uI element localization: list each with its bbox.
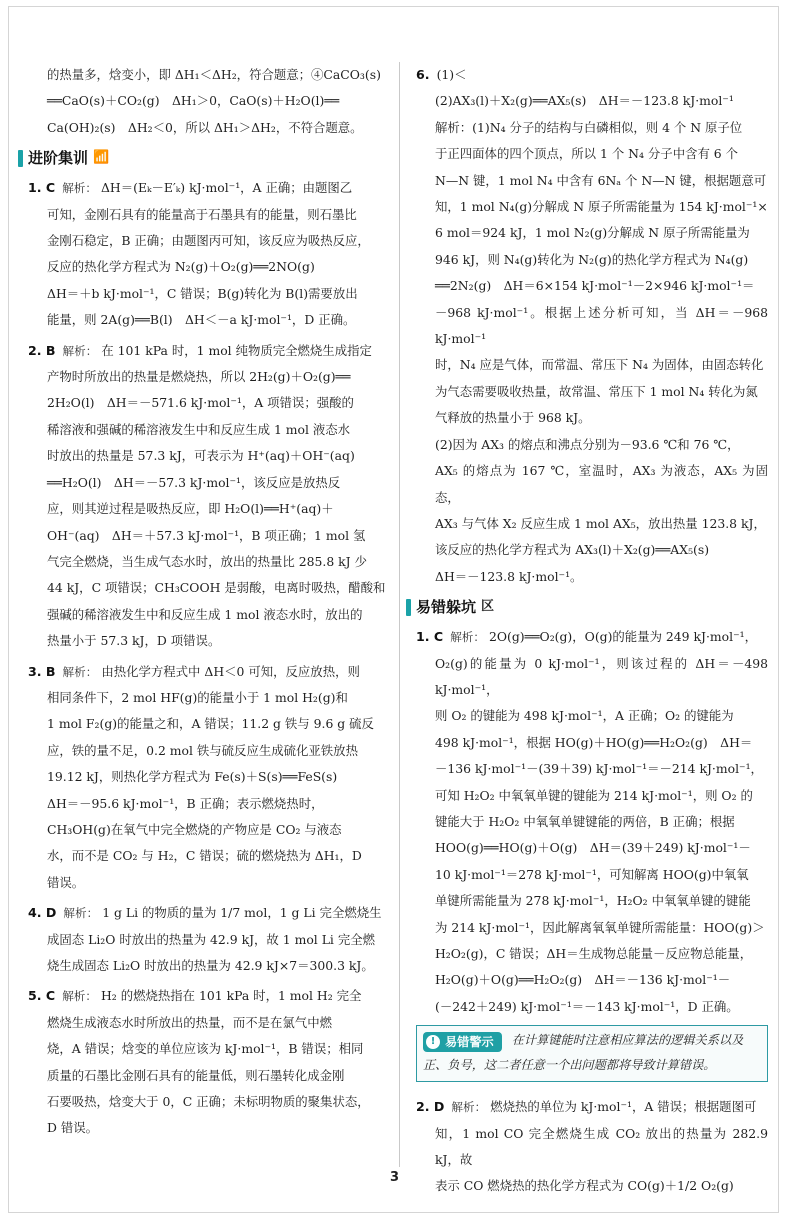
text-line: D 错误。 bbox=[47, 1120, 99, 1136]
answer-item bbox=[416, 624, 768, 1020]
text-line: 为气态需要吸收热量，故常温、常压下 1 mol N₄ 转化为氮 bbox=[435, 383, 758, 399]
analysis-tag: 解析： bbox=[62, 343, 98, 358]
answer-item bbox=[28, 900, 386, 979]
analysis-tag: 解析： bbox=[62, 181, 97, 196]
text-line: 表示 CO 燃烧热的热化学方程式为 CO(g)＋1/2 O₂(g) bbox=[435, 1178, 734, 1194]
text-line: 燃烧生成液态水时所放出的热量，而不是在氯气中燃 bbox=[47, 1014, 332, 1030]
text-line: 44 kJ，C 项错误；CH₃COOH 是弱酸，电离时吸热，醋酸和 bbox=[47, 580, 386, 596]
text-line: 产物时所放出的热量是燃烧热，所以 2H₂(g)＋O₂(g)══ bbox=[47, 369, 351, 385]
answer-number: 4. D bbox=[28, 905, 57, 921]
text-line: 烧，A 错误；焓变的单位应该为 kJ·mol⁻¹，B 错误；相同 bbox=[47, 1041, 364, 1057]
zone-icon: 区 bbox=[481, 598, 495, 614]
text-line: 应，铁的量不足，0.2 mol 铁与硫反应生成硫化亚铁放热 bbox=[47, 742, 358, 758]
text-line: 时放出的热量是 57.3 kJ，可表示为 H⁺(aq)＋OH⁻(aq) bbox=[47, 448, 355, 464]
text-line: 质量的石墨比金刚石具有的能量低，则石墨转化成金刚 bbox=[47, 1067, 345, 1083]
text-line: H₂O(g)＋O(g)══H₂O₂(g) ΔH＝－136 kJ·mol⁻¹－ bbox=[435, 972, 731, 988]
text-line: 10 kJ·mol⁻¹＝278 kJ·mol⁻¹，可知解离 HOO(g)中氧氧 bbox=[435, 866, 749, 882]
answer-number: 2. B bbox=[28, 342, 56, 358]
text-line: 1 g Li 的物质的量为 1/7 mol，1 g Li 完全燃烧生 bbox=[102, 905, 382, 921]
text-line: 热量小于 57.3 kJ，D 项错误。 bbox=[47, 633, 221, 649]
text-line: 解析：(1)N₄ 分子的结构与白磷相似，则 4 个 N 原子位 bbox=[435, 119, 743, 135]
text-line: ══2N₂(g) ΔH＝6×154 kJ·mol⁻¹－2×946 kJ·mol⁻¹＝ bbox=[435, 278, 755, 294]
text-line: ΔH＝－95.6 kJ·mol⁻¹，B 正确；表示燃烧热时， bbox=[47, 795, 324, 811]
text-line: Ca(OH)₂(s) ΔH₂＜0，所以 ΔH₁＞ΔH₂，不符合题意。 bbox=[47, 119, 363, 135]
text-line: 应，则其逆过程是吸热反应，即 H₂O(l)══H⁺(aq)＋ bbox=[47, 501, 334, 517]
text-line: 错误。 bbox=[47, 874, 85, 890]
text-line: 成固态 Li₂O 时放出的热量为 42.9 kJ，故 1 mol Li 完全燃 bbox=[47, 931, 375, 947]
text-line: CH₃OH(g)在氧气中完全燃烧的产物应是 CO₂ 与液态 bbox=[47, 821, 342, 837]
answer-item bbox=[28, 338, 386, 655]
text-line: O₂(g)的能量为 0 kJ·mol⁻¹，则该过程的 ΔH＝－498 kJ·mol⁻¹， bbox=[435, 655, 768, 697]
text-line: 498 kJ·mol⁻¹，根据 HO(g)＋HO(g)══H₂O₂(g) ΔH＝ bbox=[435, 734, 753, 750]
text-line: 燃烧热的单位为 kJ·mol⁻¹，A 错误；根据题图可 bbox=[490, 1099, 757, 1115]
right-column bbox=[416, 62, 768, 1200]
text-line: 时，N₄ 应是气体，而常温、常压下 N₄ 为固体，由固态转化 bbox=[435, 357, 764, 373]
text-line: 石要吸热，焓变大于 0，C 正确；未标明物质的聚集状态， bbox=[47, 1094, 370, 1110]
text-line: N—N 键，1 mol N₄ 中含有 6Nₐ 个 N—N 键，根据题意可 bbox=[435, 172, 767, 188]
analysis-tag: 解析： bbox=[62, 664, 98, 679]
text-line: －136 kJ·mol⁻¹－(39＋39) kJ·mol⁻¹＝－214 kJ·mol⁻¹， bbox=[435, 761, 763, 777]
warning-badge bbox=[423, 1032, 502, 1052]
text-line: 于正四面体的四个顶点，所以 1 个 N₄ 分子中含有 6 个 bbox=[435, 146, 739, 162]
text-line: ══CaO(s)＋CO₂(g) ΔH₁＞0，CaO(s)＋H₂O(l)══ bbox=[47, 93, 340, 109]
text-line: OH⁻(aq) ΔH＝＋57.3 kJ·mol⁻¹，B 项正确；1 mol 氢 bbox=[47, 527, 366, 543]
text-line: 则 O₂ 的键能为 498 kJ·mol⁻¹，A 正确；O₂ 的键能为 bbox=[435, 708, 734, 724]
analysis-tag: 解析： bbox=[63, 906, 99, 921]
section-heading-advanced bbox=[18, 144, 386, 172]
answer-item bbox=[28, 659, 386, 897]
continuation-text bbox=[28, 62, 386, 141]
answer-number: 1. C bbox=[416, 629, 444, 645]
analysis-tag: 解析： bbox=[62, 989, 97, 1004]
text-line: 2H₂O(l) ΔH＝－571.6 kJ·mol⁻¹，A 项错误；强酸的 bbox=[47, 395, 354, 411]
text-line: 稀溶液和强碱的稀溶液发生中和反应生成 1 mol 液态水 bbox=[47, 421, 351, 437]
text-line: 在 101 kPa 时，1 mol 纯物质完全燃烧生成指定 bbox=[101, 342, 372, 358]
answer-item bbox=[416, 1094, 768, 1200]
text-line: 气完全燃烧，当生成气态水时，放出的热量比 285.8 kJ 少 bbox=[47, 553, 367, 569]
section-title: 易错躲坑 bbox=[416, 597, 477, 616]
text-line: 6 mol＝924 kJ，1 mol N₂(g)分解成 N 原子所需能量为 bbox=[435, 225, 750, 241]
answer-item bbox=[28, 983, 386, 1141]
text-line: 单键所需能量为 278 kJ·mol⁻¹，H₂O₂ 中氧氧单键的键能 bbox=[435, 893, 751, 909]
section-bar-icon bbox=[18, 150, 23, 167]
text-line: (2)AX₃(l)＋X₂(g)══AX₅(s) ΔH＝－123.8 kJ·mol⁻¹ bbox=[435, 93, 734, 109]
text-line: 金刚石稳定，B 正确；由题图丙可知，该反应为吸热反应， bbox=[47, 233, 370, 249]
text-line: AX₃ 与气体 X₂ 反应生成 1 mol AX₅，放出热量 123.8 kJ， bbox=[435, 515, 766, 531]
text-line: 为 214 kJ·mol⁻¹，因此解离氧氧单键所需能量：HOO(g)＞ bbox=[435, 919, 765, 935]
text-line: 可知，金刚石具有的能量高于石墨具有的能量，则石墨比 bbox=[47, 206, 357, 222]
answer-number: 1. C bbox=[28, 180, 56, 196]
text-line: 水，而不是 CO₂ 与 H₂，C 错误；硫的燃烧热为 ΔH₁，D bbox=[47, 848, 362, 864]
warning-badge-label: 易错警示 bbox=[445, 1035, 494, 1050]
text-line: H₂ 的燃烧热指在 101 kPa 时，1 mol H₂ 完全 bbox=[100, 988, 362, 1004]
answer-number: 6. bbox=[416, 67, 430, 82]
text-line: 可知 H₂O₂ 中氧氧单键的键能为 214 kJ·mol⁻¹，则 O₂ 的 bbox=[435, 787, 753, 803]
text-line: 烧生成固态 Li₂O 时放出的热量为 42.9 kJ×7＝300.3 kJ。 bbox=[47, 958, 374, 973]
text-line: ══H₂O(l) ΔH＝－57.3 kJ·mol⁻¹，该反应是放热反 bbox=[47, 474, 341, 490]
left-column bbox=[28, 62, 386, 1142]
text-line: 19.12 kJ，则热化学方程式为 Fe(s)＋S(s)══FeS(s) bbox=[47, 769, 338, 785]
analysis-tag: 解析： bbox=[451, 1100, 487, 1115]
warning-box bbox=[416, 1025, 768, 1082]
section-heading-pitfalls bbox=[406, 593, 768, 621]
answer-number: 3. B bbox=[28, 663, 56, 679]
text-line: 2O(g)══O₂(g)，O(g)的能量为 249 kJ·mol⁻¹， bbox=[488, 629, 757, 645]
text-line: ΔH＝＋b kJ·mol⁻¹，C 错误；B(g)转化为 B(l)需要放出 bbox=[47, 285, 358, 301]
page-number: 3 bbox=[390, 1170, 400, 1185]
text-line: 知，1 mol CO 完全燃烧生成 CO₂ 放出的热量为 282.9 kJ，故 bbox=[435, 1125, 768, 1168]
text-line: ΔH＝(Eₖ－E′ₖ) kJ·mol⁻¹，A 正确；由题图乙 bbox=[100, 180, 353, 196]
text-line: (1)＜ bbox=[436, 67, 467, 82]
text-line: H₂O₂(g)，C 错误；ΔH＝生成物总能量－反应物总能量， bbox=[435, 946, 753, 961]
text-line: 反应的热化学方程式为 N₂(g)＋O₂(g)══2NO(g) bbox=[47, 259, 315, 275]
text-line: HOO(g)══HO(g)＋O(g) ΔH＝(39＋249) kJ·mol⁻¹－ bbox=[435, 840, 751, 856]
section-title: 进阶集训 bbox=[28, 149, 89, 168]
alert-icon: ! bbox=[426, 1035, 440, 1049]
text-line: 能量，则 2A(g)══B(l) ΔH＜－a kJ·mol⁻¹，D 正确。 bbox=[47, 312, 356, 328]
text-line: (2)因为 AX₃ 的熔点和沸点分别为－93.6 ℃和 76 ℃， bbox=[435, 436, 740, 452]
text-line: ΔH＝－123.8 kJ·mol⁻¹。 bbox=[435, 568, 583, 584]
section-bar-icon bbox=[406, 599, 411, 616]
answer-item bbox=[28, 175, 386, 333]
text-line: 该反应的热化学方程式为 AX₃(l)＋X₂(g)══AX₅(s) bbox=[435, 542, 710, 558]
text-line: 强碱的稀溶液发生中和反应生成 1 mol 液态水时，放出的 bbox=[47, 606, 363, 622]
text-line: 1 mol F₂(g)的能量之和，A 错误；11.2 g 铁与 9.6 g 硫反 bbox=[47, 716, 374, 732]
warning-text: 在计算键能时注意相应算法的逻辑关系以及正、负号，这二者任意一个出问题都将导致计算错误。 bbox=[423, 1033, 744, 1073]
answer-number: 2. D bbox=[416, 1099, 445, 1115]
text-line: 946 kJ，则 N₄(g)转化为 N₂(g)的热化学方程式为 N₄(g) bbox=[435, 251, 749, 267]
text-line: 知，1 mol N₄(g)分解成 N 原子所需能量为 154 kJ·mol⁻¹× bbox=[435, 199, 768, 215]
column-divider bbox=[399, 62, 400, 1167]
text-line: 由热化学方程式中 ΔH＜0 可知，反应放热，则 bbox=[101, 663, 360, 679]
text-line: 键能大于 H₂O₂ 中氧氧单键键能的两倍，B 正确；根据 bbox=[435, 813, 735, 829]
analysis-tag: 解析： bbox=[450, 630, 485, 645]
text-line: 的热量多，焓变小，即 ΔH₁＜ΔH₂，符合题意；④CaCO₃(s) bbox=[47, 67, 381, 82]
text-line: 相同条件下，2 mol HF(g)的能量小于 1 mol H₂(g)和 bbox=[47, 689, 348, 705]
answer-item bbox=[416, 62, 768, 590]
text-line: －968 kJ·mol⁻¹。根据上述分析可知，当 ΔH＝－968 kJ·mol⁻¹ bbox=[435, 304, 768, 347]
answer-number: 5. C bbox=[28, 988, 56, 1004]
text-line: (－242＋249) kJ·mol⁻¹＝－143 kJ·mol⁻¹，D 正确。 bbox=[435, 998, 739, 1014]
text-line: AX₅ 的熔点为 167 ℃，室温时，AX₃ 为液态，AX₅ 为固态， bbox=[435, 463, 768, 505]
text-line: 气释放的热量小于 968 kJ。 bbox=[435, 410, 591, 426]
signal-icon: 📶 bbox=[93, 150, 110, 166]
